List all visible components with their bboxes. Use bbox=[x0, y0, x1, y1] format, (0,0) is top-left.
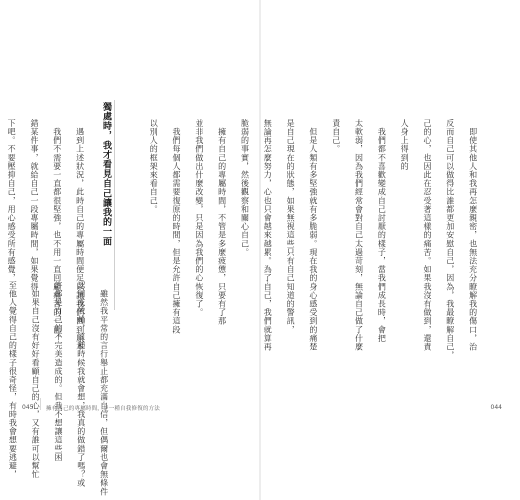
left-footer-rule bbox=[40, 398, 41, 410]
right-folio: 044 bbox=[490, 404, 502, 411]
left-col-7: 雖然我平常的言行舉止都充滿自信，但偶爾也會無條件 bbox=[99, 289, 109, 496]
left-col-4: 下吧。不要壓抑自己，用心感受所有感覺， bbox=[7, 118, 17, 283]
running-head: 擁有自己的專屬時間，是一種自我修復的方法 bbox=[46, 406, 161, 412]
left-col-2: 我們不需要一直都很堅強，也不用一直回顧痛苦的一面。 bbox=[52, 127, 62, 343]
right-col-8: 但是人類有多堅強就有多脆弱。現在我的身心感受到的痛楚 bbox=[308, 127, 318, 352]
right-col-10: 無論再怎麼努力，心也只會越來越累。為了自己，我們就算再 bbox=[263, 118, 273, 352]
right-col-7: 責自己。 bbox=[331, 118, 341, 154]
left-page-body-upper bbox=[7, 100, 97, 352]
left-col-1: 遇到上述狀況，此時自己的專屬時間便足以讓我們回到原本 bbox=[75, 127, 85, 352]
right-page-body bbox=[149, 100, 490, 360]
left-folio: 045 bbox=[22, 404, 34, 411]
right-col-4: 人身上得到的 bbox=[400, 118, 410, 171]
right-col-5: 我們都不喜歡變成自己討厭的樣子，當我們成長時，會把 bbox=[377, 127, 387, 343]
left-col-3: 錯某件事，就給自己一段專屬時間，如果覺得 bbox=[29, 118, 39, 291]
section-heading: 獨處時，我才看見自己讓我的一面 bbox=[101, 102, 111, 246]
left-col-9: 許都是自己的不完美造成的。但我不想讓這些困 bbox=[53, 280, 63, 462]
right-col-3: 己的心，也因此在忍受著這樣的痛苦。如果我沒有做到，還責 bbox=[422, 118, 432, 352]
right-col-9: 是自己現在的狀態，如果無視這些只有自己知道的警訊， bbox=[286, 118, 296, 334]
left-col-11: 至他人覺得自己的樣子很奇怪，有時我會想要逃避， bbox=[8, 280, 18, 479]
heading-rule-top bbox=[114, 100, 115, 310]
right-page bbox=[149, 0, 520, 500]
right-col-14: 我們每個人都需要復原的時間，但是允許自己擁有這段 bbox=[172, 127, 182, 334]
right-col-11: 脆弱的事實，然後觀察和關心自己。 bbox=[240, 118, 250, 257]
left-col-8: 認同或依賴，這種時候我就會想，我真的做錯了嗎？或 bbox=[76, 280, 86, 488]
right-col-13: 並非我們做出什麼改變，只是因為我們的心恢復了。 bbox=[194, 118, 204, 317]
right-col-12: 擁有自己的專屬時間，不管是多麼疲憊，只要有了那 bbox=[217, 127, 227, 326]
right-col-1: 即使其他人和我再怎麼親密，也無法充分瞭解我的傷口，治 bbox=[468, 127, 478, 352]
right-col-15: 以別人的框架來看自己。 bbox=[149, 118, 159, 214]
right-col-6: 太軟弱，因為我們經常會對自己太過苛刻，無論自己做了什麼 bbox=[354, 118, 364, 352]
right-col-2: 反而自己可以做得比誰都更加安慰自己，因為，我最瞭解自己， bbox=[445, 118, 455, 360]
left-col-10: 如果自己沒有好好看顧自己的心，又有誰可以幫忙 bbox=[31, 289, 41, 479]
